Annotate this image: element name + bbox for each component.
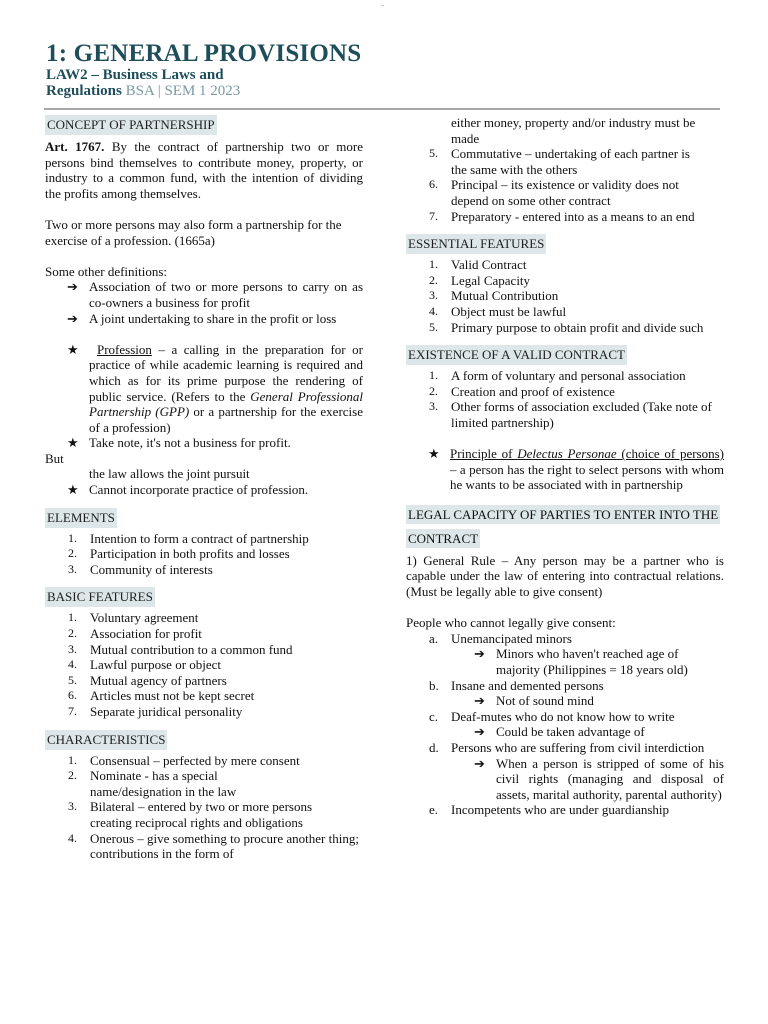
list-item: ➔ Could be taken advantage of: [474, 724, 645, 740]
section-heading-elements: ELEMENTS: [45, 508, 117, 528]
top-mark: -: [381, 0, 384, 10]
list-item: 1. Voluntary agreement: [68, 610, 199, 626]
arrow-icon: ➔: [474, 646, 485, 662]
list-item: 2. Association for profit: [68, 626, 202, 642]
list-item: 3. Mutual Contribution: [429, 288, 559, 304]
list-item: 5. Mutual agency of partners: [68, 672, 227, 688]
general-rule: 1) General Rule – Any person may be a partner who is capable under the law of entering into contractual relations. (Must be legally able to give consent): [406, 552, 724, 600]
list-item: b. Insane and demented persons: [429, 677, 604, 693]
list-item: a. Unemancipated minors: [429, 630, 572, 646]
arrow-icon: ➔: [67, 310, 78, 326]
star-icon: ★: [67, 341, 79, 357]
page-title: 1: GENERAL PROVISIONS: [46, 40, 362, 67]
definitions-list: [45, 279, 363, 326]
list-item: ➔ Association of two or more persons to carry on as co-owners a business for profit: [67, 279, 363, 310]
list-item: 7. Separate juridical personality: [68, 704, 243, 719]
section-heading-legal-capacity: LEGAL CAPACITY OF PARTIES TO ENTER INTO THE CONTRACT: [408, 506, 719, 546]
profession-paragraph: Two or more persons may also form a partnership for the exercise of a profession. (1665a): [45, 216, 342, 248]
right-column: [406, 115, 724, 818]
list-item: ➔ When a person is stripped of some of his civil rights (managing and disposal of assets, marital authority, parental authority): [474, 755, 724, 802]
page-subtitle: [46, 67, 346, 99]
list-item: ➔ Not of sound mind: [474, 693, 594, 709]
list-item: 7. Preparatory - entered into as a means to an end: [429, 208, 695, 224]
list-item: 6. Articles must not be kept secret: [68, 688, 255, 704]
list-item: 2. Creation and proof of existence: [429, 383, 615, 399]
characteristics-list-continued: [406, 146, 724, 224]
arrow-icon: ➔: [474, 724, 485, 740]
list-item: 3. Community of interests: [68, 561, 213, 577]
cannot-consent-list: [406, 631, 724, 818]
essential-features-list: [406, 257, 724, 335]
star-icon: ★: [67, 482, 79, 498]
list-item: 1. Intention to form a contract of partnership: [68, 530, 309, 546]
arrow-icon: ➔: [474, 755, 485, 771]
list-item: 3. Bilateral – entered by two or more persons creating reciprocal rights and obligations: [68, 799, 313, 830]
course-term: BSA | SEM 1 2023: [121, 83, 241, 99]
list-item: 2. Legal Capacity: [429, 272, 531, 288]
list-item: 6. Principal – its existence or validity does not depend on some other contract: [429, 177, 679, 208]
note-incorporate: ★ Cannot incorporate practice of profession.: [67, 482, 309, 498]
article-label: Art. 1767.: [45, 139, 105, 154]
cannot-consent-label: People who cannot legally give consent:: [406, 615, 616, 631]
list-item: ➔ A joint undertaking to share in the profit or loss: [67, 310, 337, 326]
list-item: 4. Object must be lawful: [429, 303, 567, 319]
note-not-for-profit: ★ Take note, it's not a business for profit.: [67, 435, 291, 451]
section-heading-concept: CONCEPT OF PARTNERSHIP: [45, 115, 217, 135]
list-item: 3. Mutual contribution to a common fund: [68, 641, 293, 657]
list-item: 1. A form of voluntary and personal association: [429, 368, 686, 384]
list-item: d. Persons who are suffering from civil interdiction: [429, 740, 705, 755]
list-item: 4. Onerous – give something to procure another thing; contributions in the form of: [68, 830, 359, 862]
list-item: c. Deaf-mutes who do not know how to write: [429, 708, 675, 724]
list-item: 5. Primary purpose to obtain profit and divide such: [429, 319, 704, 335]
list-item: 3. Other forms of association excluded (Take note of limited partnership): [429, 399, 712, 430]
list-item: 1. Valid Contract: [429, 257, 527, 273]
other-definitions-label: Some other definitions:: [45, 263, 168, 279]
section-heading-essential-features: ESSENTIAL FEATURES: [406, 234, 546, 254]
list-item: 1. Consensual – perfected by mere consent: [68, 752, 300, 768]
arrow-icon: ➔: [474, 693, 485, 709]
characteristics-continuation: either money, property and/or industry must be made: [451, 115, 696, 146]
list-item: ➔ Minors who haven't reached age of majority (Philippines = 18 years old): [474, 646, 688, 678]
arrow-icon: ➔: [67, 279, 78, 295]
basic-features-list: [45, 610, 363, 719]
elements-list: [45, 531, 363, 578]
star-icon: ★: [428, 446, 440, 462]
list-item: 2. Participation in both profits and losses: [68, 546, 290, 562]
article-1767: [45, 139, 363, 201]
course-name: Regulations: [46, 83, 122, 99]
list-item: e. Incompetents who are under guardianship: [429, 802, 670, 818]
delectus-personae-principle: ★ Principle of Delectus Personae (choice of persons) – a person has the right to select persons with whom he wants to be associated with in partnership: [428, 446, 724, 493]
section-heading-existence: EXISTENCE OF A VALID CONTRACT: [406, 345, 627, 365]
section-heading-characteristics: CHARACTERISTICS: [45, 730, 167, 750]
left-column: [45, 115, 363, 862]
star-icon: ★: [67, 435, 79, 451]
list-item: 2. Nominate - has a special name/designation in the law: [68, 768, 237, 799]
list-item: 4. Lawful purpose or object: [68, 657, 222, 673]
section-heading-basic-features: BASIC FEATURES: [45, 587, 155, 607]
existence-list: [406, 368, 724, 430]
characteristics-list: [45, 753, 363, 862]
note-continuation: the law allows the joint pursuit: [89, 466, 250, 482]
note-but: But: [45, 450, 64, 466]
profession-definition: ★ Profession – a calling in the preparation for or practice of while academic learning is required and which as for its prime purpose the rendering of public service. (Refers to the General Professional Partnership (GPP) or a partnership for the exercise of a profession): [67, 341, 363, 435]
list-item: 5. Commutative – undertaking of each partner is the same with the others: [429, 146, 690, 177]
header-divider: [44, 108, 720, 110]
profession-term: Profession: [97, 341, 152, 357]
course-code: LAW2 – Business Laws and: [46, 67, 224, 83]
article-text: By the contract of partnership two or more persons bind themselves to contribute money, property, or industry to a common fund, with the intention of dividing the profits among themselves.: [45, 139, 363, 201]
